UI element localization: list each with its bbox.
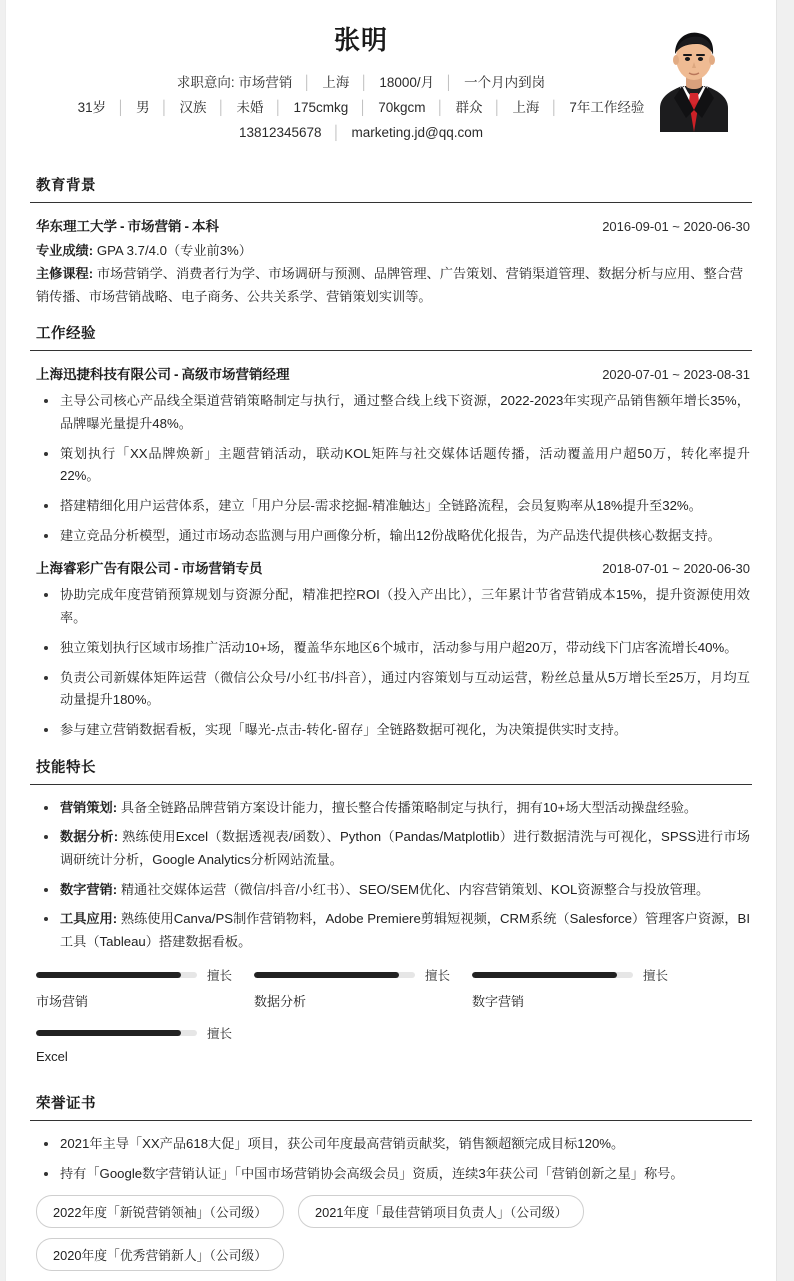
work-bullet-list: [30, 390, 752, 547]
list-item: 建立竞品分析模型，通过市场动态监测与用户画像分析，输出12份战略优化报告，为产品迭代提供核心数据支持。: [40, 525, 750, 548]
education-entry-head: [30, 215, 752, 239]
skill-level-label: 擅长: [643, 968, 669, 983]
skill-label: 数据分析:: [60, 829, 119, 845]
skill-progress-fill: [36, 1030, 181, 1036]
resume-page: [5, 0, 777, 1281]
skill-bar: [36, 1024, 254, 1064]
work-date-range: 2018-07-01 ~ 2020-06-30: [602, 561, 750, 577]
avatar-illustration: [646, 22, 742, 132]
skill-progress-fill: [36, 972, 181, 978]
job-role: 高级市场营销经理: [181, 367, 290, 383]
personal-item-5: 70kgcm: [378, 99, 426, 115]
work-entry: [30, 557, 752, 741]
objective-value-1: 上海: [322, 75, 350, 90]
separator-icon: │: [217, 99, 226, 115]
education-entry: [30, 215, 752, 308]
skill-bar: [36, 966, 254, 1010]
major-name: 市场营销: [127, 218, 182, 234]
personal-item-1: 男: [136, 99, 150, 115]
skill-progress-track: [472, 972, 633, 978]
skill-bar-row: [36, 1024, 254, 1042]
separator-icon: │: [436, 99, 445, 115]
skill-name-label: 市场营销: [36, 993, 89, 1009]
skill-bar: [254, 966, 472, 1010]
page-title: 张明: [333, 25, 388, 55]
status-badge[interactable]: 2022年度「新锐营销领袖」（公司级）: [36, 1195, 284, 1228]
section-education: [30, 174, 752, 308]
list-item: [40, 826, 750, 871]
skill-level-label: 擅长: [425, 968, 451, 983]
personal-item-2: 汉族: [179, 99, 207, 115]
skill-progress-track: [36, 1030, 197, 1036]
skill-label: 数字营销:: [60, 881, 118, 897]
gpa-label: 专业成绩:: [36, 242, 94, 258]
school-name: 华东理工大学: [36, 218, 117, 234]
company-name: 上海迅捷科技有限公司: [36, 367, 171, 383]
skill-name-label: 数字营销: [472, 993, 525, 1009]
separator-icon: │: [493, 99, 502, 115]
skill-label: 营销策划:: [60, 799, 118, 815]
objective-value-0: 市场营销: [238, 75, 293, 90]
phone-number: 13812345678: [238, 124, 322, 140]
dash-separator: -: [120, 218, 125, 234]
education-gpa-line: [30, 239, 752, 262]
skill-bar-group: [30, 966, 752, 1078]
separator-icon: │: [360, 75, 369, 90]
skill-bar-row: [254, 966, 472, 984]
list-item: 负责公司新媒体矩阵运营（微信公众号/小红书/抖音），通过内容策划与互动运营，粉丝总量从5万增长至25万，月均互动量提升180%。: [40, 667, 750, 712]
list-item: 独立策划执行区域市场推广活动10+场，覆盖华东地区6个城市，活动参与用户超20万，带动线下门店客流增长40%。: [40, 637, 750, 660]
section-title-work: 工作经验: [36, 326, 96, 343]
education-date-range: 2016-09-01 ~ 2020-06-30: [602, 218, 750, 234]
personal-item-4: 175cmkg: [293, 99, 349, 115]
work-entry-head: [30, 363, 752, 387]
courses-value: 市场营销学、消费者行为学、市场调研与预测、品牌管理、广告策划、营销渠道管理、数据分析与应用、整合营销传播、市场营销战略、电子商务、公共关系学、营销策划实训等。: [36, 266, 744, 305]
personal-item-7: 上海: [512, 99, 540, 115]
work-entry-head: [30, 557, 752, 581]
skill-name-label: Excel: [36, 1048, 68, 1064]
separator-icon: │: [116, 99, 126, 115]
separator-icon: │: [274, 99, 283, 115]
objective-value-2: 18000/月: [379, 75, 435, 90]
section-title-honors: 荣誉证书: [36, 1095, 96, 1112]
skill-level-label: 擅长: [207, 968, 233, 983]
skill-text: 熟练使用Excel（数据透视表/函数）、Python（Pandas/Matplotlib）进行数据清洗与可视化，SPSS进行市场调研统计分析，Google Analytics分析网站流量。: [60, 829, 750, 868]
education-courses-line: [30, 262, 752, 308]
company-name: 上海睿彩广告有限公司: [36, 561, 171, 577]
skills-bullet-list: [30, 797, 752, 954]
list-item: 搭建精细化用户运营体系，建立「用户分层-需求挖掘-精准触达」全链路流程，会员复购率从18%提升至32%。: [40, 495, 750, 518]
dash-separator: -: [174, 561, 179, 577]
section-divider: [30, 784, 752, 785]
section-title-education: 教育背景: [36, 177, 96, 194]
work-bullet-list: [30, 584, 752, 741]
skill-progress-fill: [254, 972, 399, 978]
skill-progress-track: [254, 972, 415, 978]
section-title-skills: 技能特长: [36, 759, 96, 776]
list-item: 策划执行「XX品牌焕新」主题营销活动，联动KOL矩阵与社交媒体话题传播，活动覆盖用户超50万，转化率提升22%。: [40, 443, 750, 488]
section-skills: [30, 756, 752, 1078]
contact-line: [30, 121, 752, 146]
status-badge[interactable]: 2020年度「优秀营销新人」（公司级）: [36, 1238, 284, 1271]
skill-progress-track: [36, 972, 197, 978]
list-item: [40, 879, 750, 902]
honors-bullet-list: [30, 1133, 752, 1185]
list-item: 2021年主导「XX产品618大促」项目，获公司年度最高营销贡献奖，销售额超额完成目标120%。: [40, 1133, 750, 1156]
skill-label: 工具应用:: [60, 911, 118, 927]
list-item: 协助完成年度营销预算规划与资源分配，精准把控ROI（投入产出比），三年累计节省营销成本15%，提升资源使用效率。: [40, 584, 750, 629]
email-address: marketing.jd@qq.com: [351, 124, 484, 140]
personal-item-6: 群众: [455, 99, 483, 115]
list-item: 参与建立营销数据看板，实现「曝光-点击-转化-留存」全链路数据可视化，为决策提供实时支持。: [40, 719, 750, 742]
objective-value-3: 一个月内到岗: [464, 75, 546, 90]
work-entry-title: [36, 363, 290, 383]
job-role: 市场营销专员: [181, 561, 263, 577]
list-item: 主导公司核心产品线全渠道营销策略制定与执行，通过整合线上线下资源，2022-2023年实现产品销售额年增长35%，品牌曝光量提升48%。: [40, 390, 750, 435]
list-item: [40, 797, 750, 820]
personal-item-0: 31岁: [77, 99, 107, 115]
avatar: [646, 22, 742, 132]
separator-icon: │: [160, 99, 169, 115]
list-item: 持有「Google数字营销认证」「中国市场营销协会高级会员」资质，连续3年获公司「营销创新之星」称号。: [40, 1163, 750, 1186]
dash-separator: -: [174, 367, 179, 383]
skill-progress-fill: [472, 972, 617, 978]
skill-level-label: 擅长: [207, 1026, 233, 1041]
separator-icon: │: [550, 99, 559, 115]
section-divider: [30, 350, 752, 351]
skill-text: 熟练使用Canva/PS制作营销物料，Adobe Premiere剪辑短视频，CRM系统（Salesforce）管理客户资源，BI工具（Tableau）搭建数据看板。: [60, 911, 750, 950]
degree-name: 本科: [192, 218, 219, 234]
section-divider: [30, 1120, 752, 1121]
courses-label: 主修课程:: [36, 266, 94, 281]
education-entry-title: [36, 215, 219, 235]
skill-bar-row: [36, 966, 254, 984]
work-entry: [30, 363, 752, 547]
personal-info-line: [30, 96, 752, 121]
objective-line: [30, 71, 752, 96]
objective-label: 求职意向:: [176, 75, 235, 90]
section-honors: [30, 1092, 752, 1281]
separator-icon: │: [444, 75, 454, 90]
gpa-value: GPA 3.7/4.0（专业前3%）: [96, 242, 252, 258]
skill-bar: [472, 966, 690, 1010]
section-work-experience: [30, 322, 752, 741]
work-date-range: 2020-07-01 ~ 2023-08-31: [602, 367, 750, 383]
resume-header: [30, 0, 752, 160]
personal-item-8: 7年工作经验: [569, 99, 645, 115]
skill-bar-row: [472, 966, 690, 984]
section-divider: [30, 202, 752, 203]
personal-item-3: 未婚: [236, 99, 264, 115]
dash-separator: -: [184, 218, 189, 234]
skill-text: 精通社交媒体运营（微信/抖音/小红书）、SEO/SEM优化、内容营销策划、KOL资源整合与投放管理。: [120, 881, 710, 897]
separator-icon: │: [332, 124, 341, 140]
status-badge[interactable]: 2021年度「最佳营销项目负责人」（公司级）: [298, 1195, 584, 1228]
separator-icon: │: [359, 99, 368, 115]
skill-name-label: 数据分析: [254, 993, 307, 1009]
skill-text: 具备全链路品牌营销方案设计能力，擅长整合传播策略制定与执行，拥有10+场大型活动操盘经验。: [120, 799, 698, 815]
work-entry-title: [36, 557, 263, 577]
list-item: [40, 908, 750, 953]
separator-icon: │: [303, 75, 312, 90]
honor-tag-group: [30, 1195, 752, 1281]
